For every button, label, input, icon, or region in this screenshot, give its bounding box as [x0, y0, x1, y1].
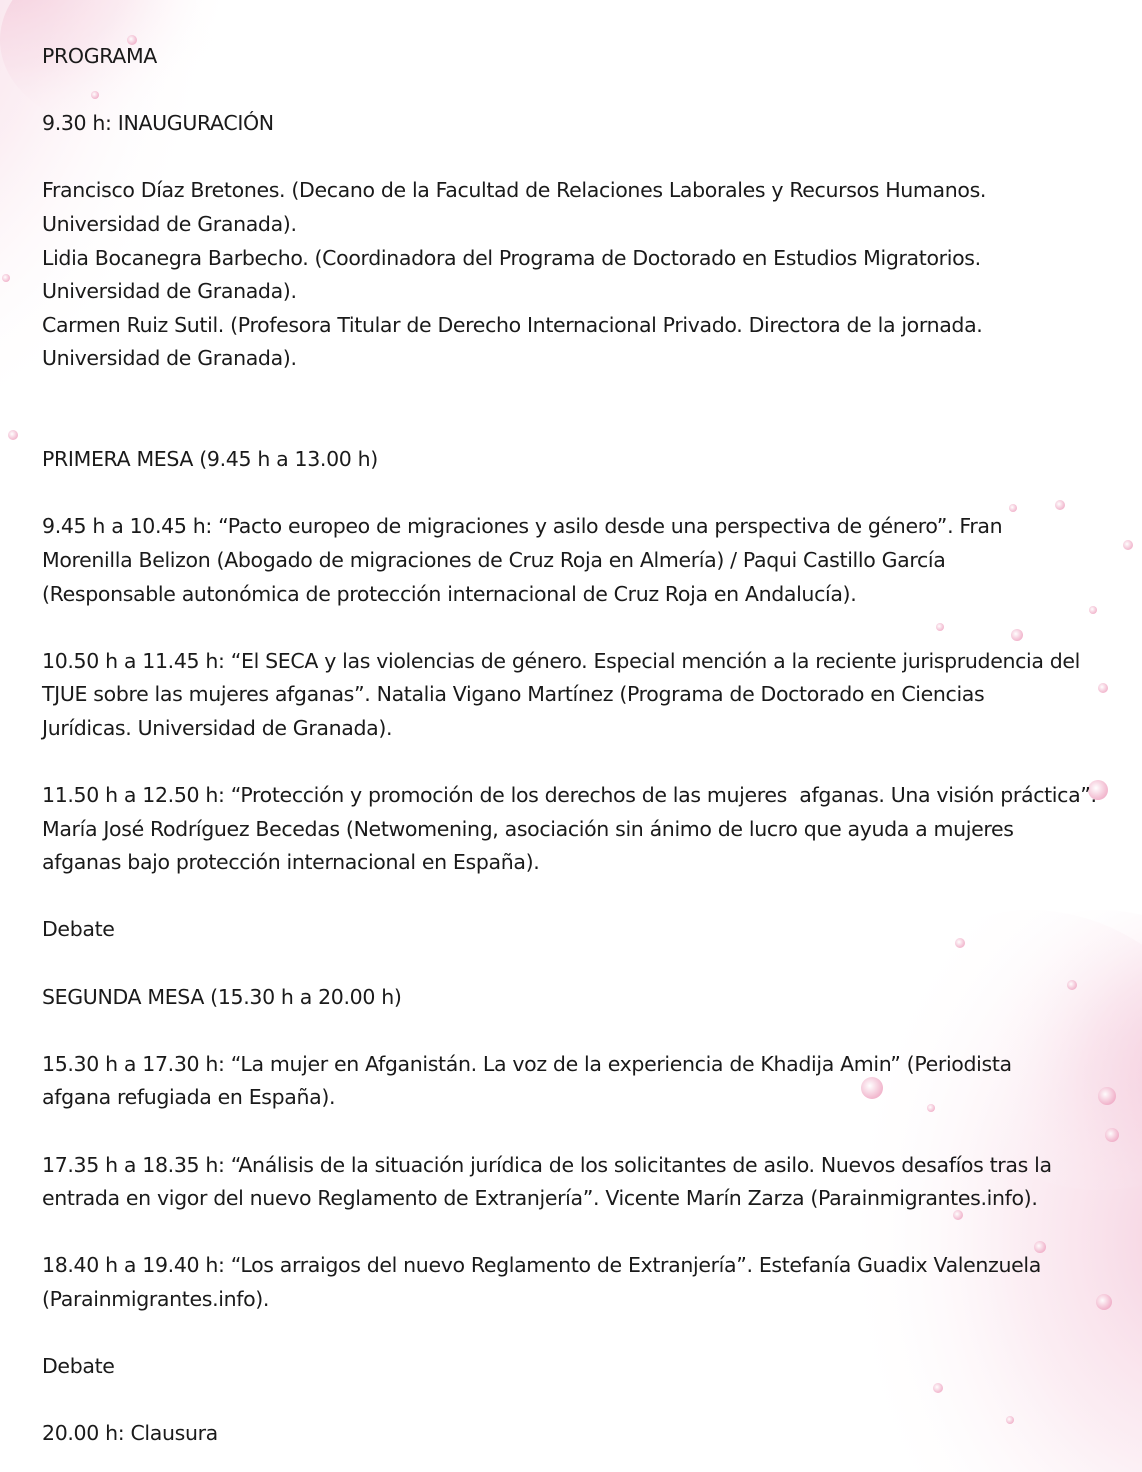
panel1-talk2-line: TJUE sobre las mujeres afganas”. Natalia Vigano Martínez (Programa de Doctorado en Ciencias	[42, 682, 985, 707]
panel2-talk3-line: (Parainmigrantes.info).	[42, 1286, 270, 1311]
panel2-talk2-line: entrada en vigor del nuevo Reglamento de Extranjería”. Vicente Marín Zarza (Parainmigrantes.info).	[42, 1186, 1038, 1211]
inauguration-speaker-line: Carmen Ruiz Sutil. (Profesora Titular de Derecho Internacional Privado. Directora de la jornada.	[42, 312, 983, 337]
inauguration-speaker-line: Universidad de Granada).	[42, 279, 297, 304]
panel1-talk3-line: afganas bajo protección internacional en España).	[42, 850, 540, 875]
panel2-heading: SEGUNDA MESA (15.30 h a 20.00 h)	[42, 984, 402, 1009]
panel1-talk1-line: Morenilla Belizon (Abogado de migraciones de Cruz Roja en Almería) / Paqui Castillo García	[42, 547, 946, 572]
panel1-talk3-line: María José Rodríguez Becedas (Netwomening, asociación sin ánimo de lucro que ayuda a mujeres	[42, 816, 1014, 841]
closing-line: 20.00 h: Clausura	[42, 1421, 218, 1446]
inauguration-speaker-line: Lidia Bocanegra Barbecho. (Coordinadora del Programa de Doctorado en Estudios Migratorios.	[42, 245, 981, 270]
panel2-debate: Debate	[42, 1354, 115, 1379]
panel1-heading: PRIMERA MESA (9.45 h a 13.00 h)	[42, 447, 378, 472]
inauguration-heading: 9.30 h: INAUGURACIÓN	[42, 111, 274, 136]
panel2-talk2-line: 17.35 h a 18.35 h: “Análisis de la situación jurídica de los solicitantes de asilo. Nuevos desafíos tras la	[42, 1152, 1052, 1177]
program-document	[42, 40, 1112, 1451]
inauguration-speaker-line: Universidad de Granada).	[42, 211, 297, 236]
panel1-talk2-line: 10.50 h a 11.45 h: “El SECA y las violencias de género. Especial mención a la reciente jurisprudencia del	[42, 648, 1081, 673]
panel2-talk1-line: afgana refugiada en España).	[42, 1085, 336, 1110]
inauguration-speaker-line: Francisco Díaz Bretones. (Decano de la Facultad de Relaciones Laborales y Recursos Humanos.	[42, 178, 987, 203]
panel1-talk1-line: 9.45 h a 10.45 h: “Pacto europeo de migraciones y asilo desde una perspectiva de género”. Fran	[42, 514, 1003, 539]
program-heading: PROGRAMA	[42, 44, 157, 68]
panel2-talk1-line: 15.30 h a 17.30 h: “La mujer en Afganistán. La voz de la experiencia de Khadija Amin” (Periodista	[42, 1051, 1012, 1076]
panel2-talk3-line: 18.40 h a 19.40 h: “Los arraigos del nuevo Reglamento de Extranjería”. Estefanía Guadix Valenzuela	[42, 1253, 1041, 1278]
panel1-talk3-line: 11.50 h a 12.50 h: “Protección y promoción de los derechos de las mujeres afganas. Una visión práctica”.	[42, 783, 1097, 808]
panel1-debate: Debate	[42, 917, 115, 942]
panel1-talk1-line: (Responsable autonómica de protección internacional de Cruz Roja en Andalucía).	[42, 581, 857, 606]
panel1-talk2-line: Jurídicas. Universidad de Granada).	[42, 715, 393, 740]
inauguration-speaker-line: Universidad de Granada).	[42, 346, 297, 371]
